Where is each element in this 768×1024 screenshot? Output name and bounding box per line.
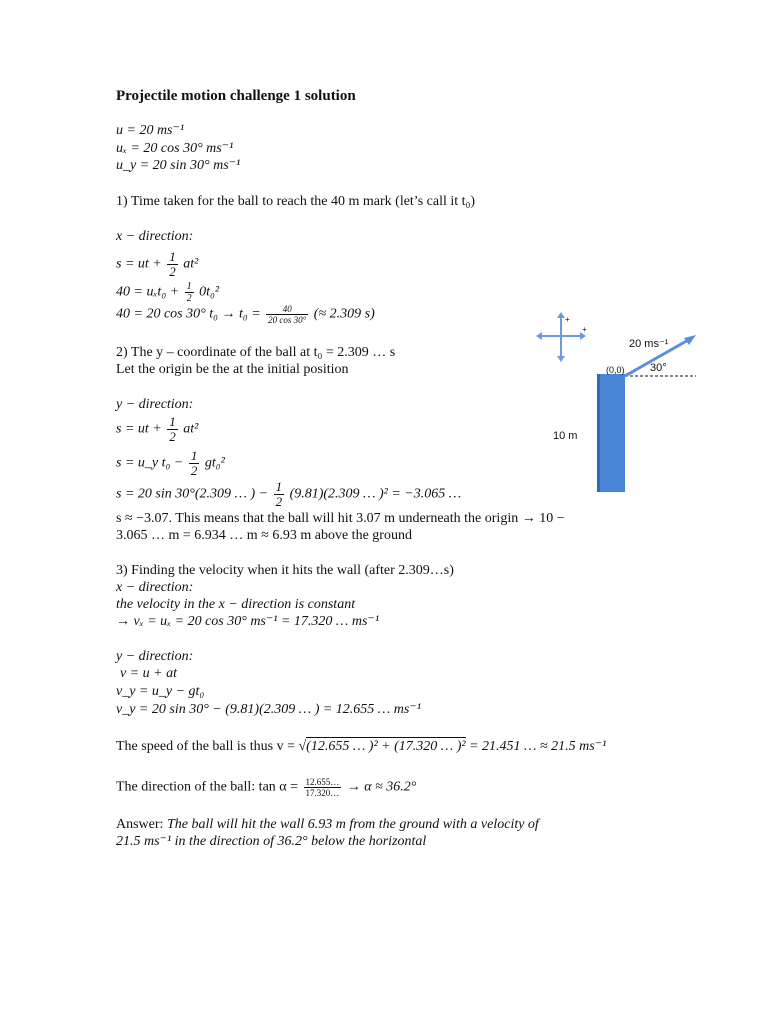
speed-prefix: The speed of the ball is thus v = bbox=[116, 739, 295, 754]
axes-cross-icon bbox=[536, 312, 587, 362]
plus-right-label: + bbox=[582, 325, 587, 334]
given-ux: uₓ = 20 cos 30° ms⁻¹ bbox=[116, 141, 234, 156]
height-label: 10 m bbox=[553, 430, 578, 442]
part3-vy-equation-2: v_y = 20 sin 30° − (9.81)(2.309 … ) = 12.655 … ms⁻¹ bbox=[116, 702, 421, 717]
tan-fraction: $\frac{12.655\dots}{17.320\dots}$ bbox=[305, 777, 340, 798]
answer-text-2: 21.5 ms⁻¹ in the direction of 36.2° below the horizontal bbox=[116, 834, 427, 849]
part2-eq3-left: s = 20 sin 30°(2.309 … ) − bbox=[116, 486, 269, 502]
half-fraction: $\frac{1}{2}$ bbox=[169, 249, 176, 279]
t0-fraction: $\frac{40}{20 \cos 30^\circ}$ bbox=[268, 304, 307, 325]
wall-shadow bbox=[597, 374, 600, 492]
part3-x-direction: x − direction: bbox=[116, 580, 194, 595]
sqrt-symbol: √ bbox=[298, 739, 307, 754]
speed-label: 20 ms⁻¹ bbox=[629, 338, 669, 350]
part1-eq3-left: 40 = 20 cos 30° t₀ → t₀ = bbox=[116, 306, 261, 322]
part2-result-line2: 3.065 … m = 6.934 … m ≈ 6.93 m above the ground bbox=[116, 528, 412, 543]
part1-direction: x − direction: bbox=[116, 229, 194, 244]
part2-eq3 bbox=[116, 480, 461, 509]
projectile-diagram bbox=[536, 312, 736, 502]
angle-label: 30° bbox=[650, 362, 667, 374]
part2-direction: y − direction: bbox=[116, 397, 194, 412]
part3-x-note: the velocity in the x − direction is constant bbox=[116, 597, 356, 612]
part3-vx-equation: → vₓ = uₓ = 20 cos 30° ms⁻¹ = 17.320 … ms⁻¹ bbox=[116, 614, 380, 629]
part3-vy-equation-1: v_y = u_y − gt₀ bbox=[116, 684, 205, 699]
part2-eq2 bbox=[116, 449, 225, 478]
part2-eq2-right: gt₀² bbox=[204, 455, 225, 471]
origin-label: (0,0) bbox=[606, 365, 625, 375]
part2-eq2-left: s = u_y t₀ − bbox=[116, 455, 184, 471]
answer-text-1: The ball will hit the wall 6.93 m from the ground with a velocity of bbox=[166, 817, 539, 832]
part2-result-line1: s ≈ −3.07. This means that the ball will hit 3.07 m underneath the origin → 10 − bbox=[116, 511, 565, 526]
part3-y-direction: y − direction: bbox=[116, 649, 194, 664]
plus-up-label: + bbox=[565, 315, 570, 324]
part2-heading: 2) The y – coordinate of the ball at t₀ = 2.309 … s bbox=[116, 345, 396, 360]
part1-eq1-right: at² bbox=[183, 256, 199, 272]
part3-heading: 3) Finding the velocity when it hits the wall (after 2.309…s) bbox=[116, 563, 454, 578]
given-uy: u_y = 20 sin 30° ms⁻¹ bbox=[116, 158, 241, 173]
direction-prefix: The direction of the ball: tan α = bbox=[116, 779, 299, 795]
part3-v-equation: v = u + at bbox=[120, 666, 177, 681]
part1-eq3-right: (≈ 2.309 s) bbox=[313, 306, 375, 322]
half-fraction: $\frac{1}{2}$ bbox=[169, 414, 176, 444]
speed-suffix: = 21.451 … ≈ 21.5 ms⁻¹ bbox=[469, 739, 607, 754]
half-fraction: $\frac{1}{2}$ bbox=[190, 448, 198, 478]
part1-eq2 bbox=[116, 281, 219, 304]
answer-label: Answer: bbox=[116, 817, 164, 832]
half-fraction: $\frac{1}{2}$ bbox=[275, 479, 283, 509]
answer-line1 bbox=[116, 816, 539, 833]
part1-eq3 bbox=[116, 304, 375, 325]
given-u: u = 20 ms⁻¹ bbox=[116, 123, 185, 138]
part2-eq1-right: at² bbox=[183, 421, 199, 437]
part2-eq1-left: s = ut + bbox=[116, 421, 162, 437]
direction-suffix: → α ≈ 36.2° bbox=[346, 779, 417, 795]
direction-line bbox=[116, 777, 416, 798]
part1-eq1-left: s = ut + bbox=[116, 256, 162, 272]
part1-heading: 1) Time taken for the ball to reach the 40 m mark (let’s call it t₀) bbox=[116, 194, 476, 209]
page-title: Projectile motion challenge 1 solution bbox=[116, 88, 356, 104]
part1-eq2-right: 0t₀² bbox=[199, 284, 220, 300]
speed-radicand: (12.655 … )² + (17.320 … )² bbox=[306, 739, 466, 754]
part2-eq3-right: (9.81)(2.309 … )² = −3.065 … bbox=[289, 486, 462, 502]
part2-eq1 bbox=[116, 415, 198, 444]
half-fraction: $\frac{1}{2}$ bbox=[186, 281, 192, 304]
wall bbox=[597, 374, 625, 492]
part2-origin-note: Let the origin be the at the initial position bbox=[116, 362, 349, 377]
part1-eq2-left: 40 = uₓt₀ + bbox=[116, 284, 180, 300]
speed-line bbox=[116, 738, 606, 755]
part1-eq1 bbox=[116, 250, 198, 279]
arrow-head-icon bbox=[684, 335, 696, 345]
